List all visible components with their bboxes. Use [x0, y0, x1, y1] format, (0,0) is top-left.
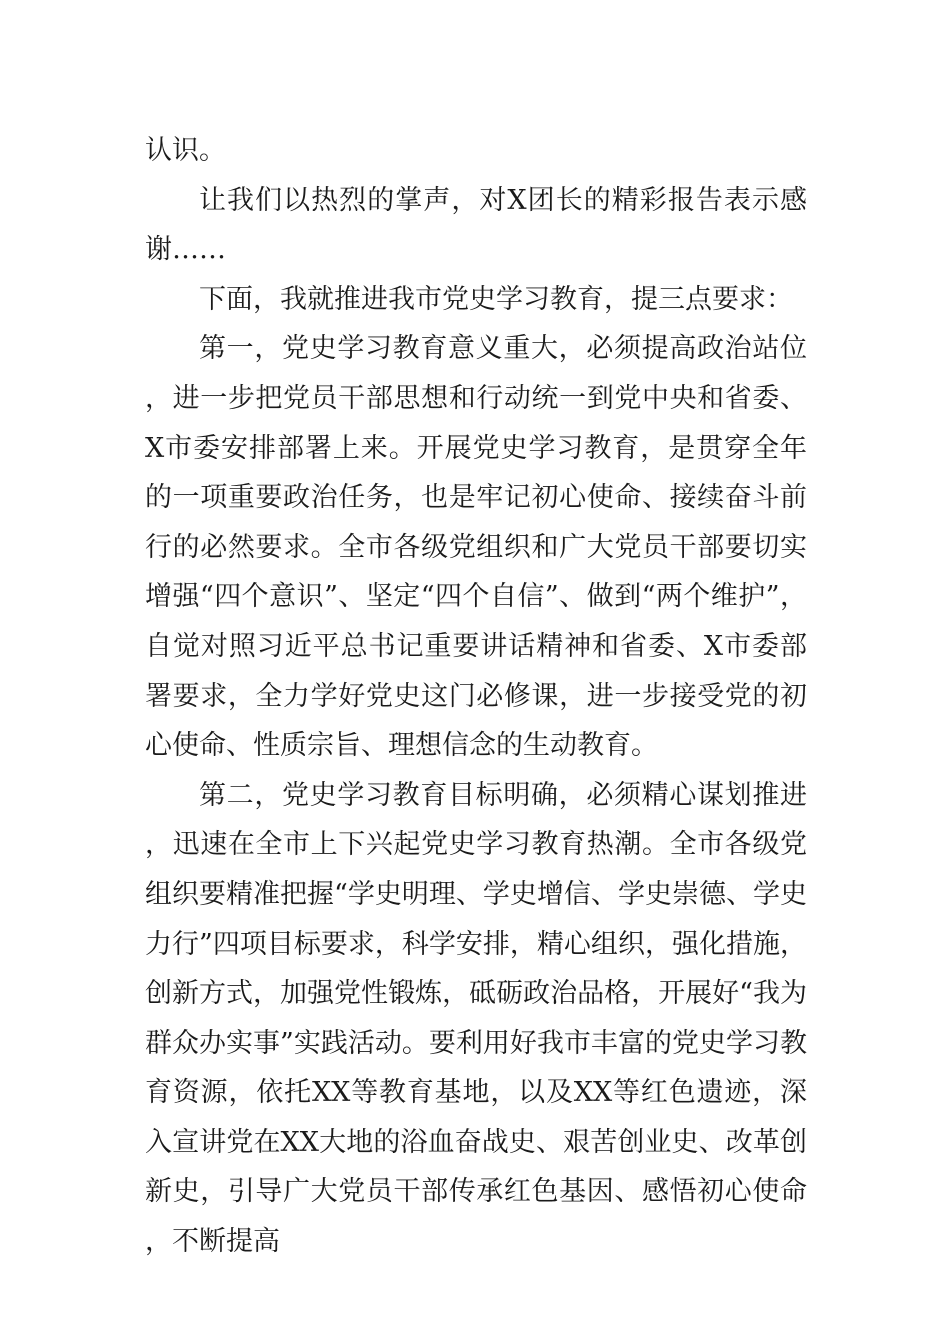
paragraph-intro-requirements: 下面，我就推进我市党史学习教育，提三点要求：: [199, 283, 793, 315]
paragraph-requirement-one: 第一，党史学习教育意义重大，必须提高政治站位，进一步把党员干部思想和行动统一到党中央和省委、X市委安排部署上来。开展党史学习教育，是贯穿全年的一项重要政治任务，也是牢记初心使命、接续奋斗前行的必然要求。全市各级党组织和广大党员干部要切实增强“四个意识”、坚定“四个自信”、做到“两个维护”，自觉对照习近平总书记重要讲话精神和省委、X市委部署要求，全力学好党史这门必修课，进一步接受党的初心使命、性质宗旨、理想信念的生动教育。: [145, 333, 807, 762]
document-body: [145, 126, 807, 1267]
paragraph-requirement-two: 第二，党史学习教育目标明确，必须精心谋划推进，迅速在全市上下兴起党史学习教育热潮。全市各级党组织要精准把握“学史明理、学史增信、学史崇德、学史力行”四项目标要求，科学安排，精心组织，强化措施，创新方式，加强党性锻炼，砥砺政治品格，开展好“我为群众办实事”实践活动。要利用好我市丰富的党史学习教育资源，依托XX等教育基地，以及XX等红色遗迹，深入宣讲党在XX大地的浴血奋战史、艰苦创业史、改革创新史，引导广大党员干部传承红色基因、感悟初心使命，不断提高: [145, 779, 807, 1258]
paragraph-thanks: 让我们以热烈的掌声，对X团长的精彩报告表示感谢……: [145, 184, 807, 266]
paragraph-continuation: 认识。: [145, 135, 226, 166]
